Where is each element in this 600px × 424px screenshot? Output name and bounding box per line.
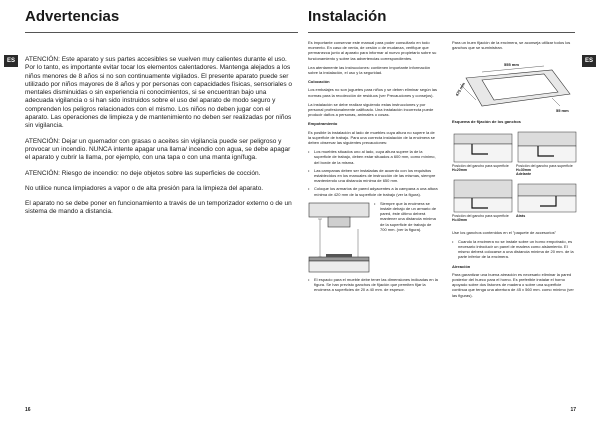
- hook-rear: [516, 178, 578, 226]
- insulation-list: [452, 239, 576, 260]
- hood-clearance-figure: [308, 201, 438, 273]
- page-number: 17: [570, 407, 576, 413]
- list-item: • Las campanas deben ser instaladas de acuerdo con los requisitos establecidos en los manuales de instrucción de las mismas, siempre manteniendo una distancia mínima de 650 mm.: [308, 168, 438, 184]
- intro-paragraph-2: Lea atentamente las instrucciones: contienen importante información sobre la instalación, el uso y la seguridad.: [308, 64, 431, 76]
- hood-cabinet-drawing: [308, 201, 370, 273]
- label-atras: Atrás: [516, 213, 526, 218]
- page-number: 16: [25, 407, 31, 413]
- title-rule: [25, 32, 298, 33]
- hook-h30-drawing: [516, 128, 578, 164]
- hook-h40: [452, 178, 514, 226]
- language-tab: ES: [582, 55, 596, 67]
- colocacion-paragraph-1: Los embalajes no son juguetes para niños y se deben eliminar según las normas para la recolección de residuos (ver Precauciones y consejos).: [308, 87, 437, 98]
- list-item: • Siempre que la encimera se instale debajo de un armario de pared, éste último deberá mantener una distancia mínima de la superficie de trabajo de 700 mm. (ver la figura).: [374, 201, 438, 232]
- hook-h30: [516, 128, 578, 176]
- hook-h20-caption: Posición del gancho para superficie H=20mm: [452, 163, 509, 173]
- language-tab: ES: [4, 55, 18, 67]
- heading-colocacion: Colocación: [308, 79, 330, 85]
- list-item: • Coloque los armarios de pared adyacentes a la campana a una altura mínima de 420 mm de la superficie de trabajo (ver la figura).: [308, 186, 438, 196]
- hooks-figure: [452, 128, 576, 226]
- warning-paragraph-4: No utilice nunca limpiadores a vapor o de alta presión para la limpieza del aparato.: [25, 184, 264, 192]
- list-item: • Cuando la encimera no se instale sobre un horno empotrado, es necesario introducir un panel de madera como aislamiento. El mismo deberá colocarse a una distancia mínima de 20 mm. de la parte inferior de la encimera.: [452, 239, 576, 260]
- warning-paragraph-1: ATENCIÓN: Este aparato y sus partes accesibles se vuelven muy calientes durante el uso. Por lo tanto, es importante evitar tocar los elementos calentadores. Mantenga alejados a los niños menores de 8 años si no son continuamente vigilados. El presente aparato puede ser utilizado por niños mayores de 8 años y por personas con capacidades físicas, sensoriales o mentales disminuidas o sin experiencia ni conocimientos, si se encuentran bajo una adecuada vigilancia o si han sido instruidos sobre el uso del aparato de modo seguro y comprenden los peligros relacionados con el mismo. Los niños no deben jugar con el aparato. Las operaciones de limpieza y de mantenimiento no deben ser realizadas por niños sin vigilancia.: [25, 56, 293, 130]
- warning-paragraph-5: El aparato no se debe poner en funcionamiento a través de un temporizador externo o de un sistema de mando a distancia.: [25, 200, 292, 216]
- cabinet-space-list: [308, 277, 438, 293]
- hook-h40-caption: Posición del gancho para superficie H=40mm: [452, 213, 509, 223]
- empotramiento-paragraph: Es posible la instalación al lado de muebles cuya altura no supere la de la superficie de trabajo. Para una correcta instalación de la encimera se deben observar las siguientes precauciones:: [308, 129, 435, 146]
- fixing-intro: Para un buen fijación de la encimera, se aconseja utilizar todos los ganchos que se suministran.: [452, 40, 571, 51]
- installation-column-2: [452, 40, 576, 302]
- hooks-figure-title: Esquema de fijación de los ganchos: [452, 119, 521, 125]
- warnings-text: [25, 56, 293, 224]
- hook-h20-drawing: [452, 128, 514, 164]
- cutout-gap-label: 55 mm: [556, 108, 569, 114]
- hook-rear-drawing: [516, 178, 578, 214]
- cutout-drawing: [452, 54, 576, 116]
- colocacion-paragraph-2: La instalación se debe realizar siguiendo estas instrucciones y por personal profesionalmente calificado. Una instalación incorrecta puede producir daños a personas, animales o cosas.: [308, 101, 434, 118]
- warning-paragraph-3: ATENCIÓN: Riesgo de incendio: no deje objetos sobre las superficies de cocción.: [25, 169, 261, 177]
- heading-aireacion: Aireación: [452, 263, 471, 269]
- list-item: • El espacio para el mueble debe tener las dimensiones indicadas en la figura. Se han previsto ganchos de fijación que permiten fijar la encimera a superficies de 20 a 40 mm. de espesor.: [308, 277, 438, 293]
- page-title-advertencias: Advertencias: [25, 8, 120, 25]
- page-title-instalacion: Instalación: [308, 8, 387, 25]
- cutout-width-label: 555 mm: [504, 62, 519, 68]
- cutout-dimensions-figure: [452, 54, 576, 116]
- aireacion-paragraph: Para garantizar una buena aireación es necesario eliminar la pared posterior del hueco para el horno. Es preferible instalar el horno apoyado sobre dos listones de madera o sobre una superficie continua que tenga una abertura de 45 x 560 mm. como mínimo (ver las figuras).: [452, 271, 574, 298]
- hook-h30-caption: Posición del gancho para superficie H=30mm: [516, 163, 573, 173]
- hook-h20: [452, 128, 514, 176]
- right-page: [300, 0, 600, 424]
- hook-h40-drawing: [452, 178, 514, 214]
- heading-empotramiento: Empotramiento: [308, 121, 338, 127]
- warning-paragraph-2: ATENCIÓN: Dejar un quemador con grasas o aceites sin vigilancia puede ser peligroso y provocar un incendio. NUNCA intente apagar una llama/ incendio con agua, se debe apagar el aparato y cubrir la llama, por ejemplo, con una tapa o con una manta ignífuga.: [25, 137, 291, 162]
- wall-cabinet-note: [374, 201, 438, 236]
- precautions-list: [308, 149, 438, 197]
- hooks-package-note: Use los ganchos contenidos en el "paquete de accesorios": [452, 229, 557, 235]
- title-rule: [308, 32, 575, 33]
- intro-paragraph-1: Es importante conservar este manual para poder consultarlo en todo momento. En caso de venta, de cesión o de mudanza, verifique que permanezca junto al aparato para informar al nuevo propietario sobre su funcionamiento y sobre las advertencias correspondientes.: [308, 40, 437, 61]
- cutout-depth-label: 475 mm: [454, 81, 467, 98]
- list-item: • Los muebles situados uno al lado, cuya altura supere la de la superficie de trabajo, deben estar situados a 600 mm, como mínimo, del borde de la misma.: [308, 149, 438, 165]
- installation-column-1: [308, 40, 438, 296]
- label-adelante: Adelante: [516, 172, 532, 177]
